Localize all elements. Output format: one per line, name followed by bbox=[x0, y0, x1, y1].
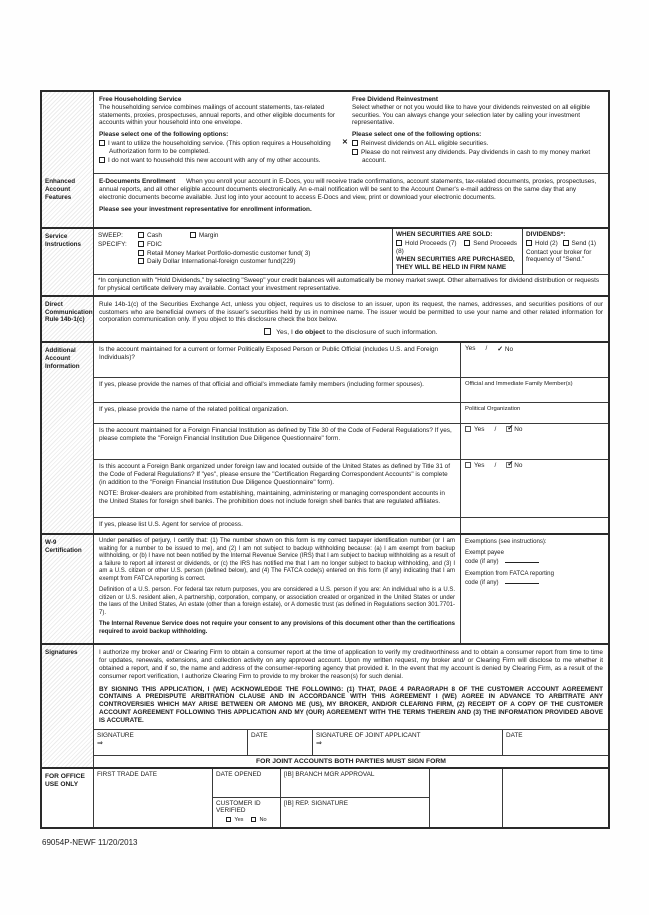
rep-signature-label: [IB] REP. SIGNATURE bbox=[284, 799, 349, 807]
direct-body: Rule 14b-1(c) of the Securities Exchange Act, unless you object, requires us to disclose to an issuer, upon its request, the names, addresses, and securities positions of our customers who are beneficial owners of the issuer's securities held by us in nominee name. The issuer would be permitted to use your name and other related information for corporation communication only. If you object to this disclosure check the box below. bbox=[99, 300, 603, 324]
section-label-signatures: Signatures bbox=[42, 645, 94, 766]
dividends-hold-checkbox[interactable] bbox=[526, 240, 532, 246]
signatures-paragraphs bbox=[94, 645, 608, 728]
dividend-title: Free Dividend Reinvestment bbox=[352, 96, 438, 103]
dividend-option1-label: Reinvest dividends on ALL eligible securities. bbox=[361, 140, 489, 148]
ffi-yes-option[interactable] bbox=[465, 426, 484, 433]
w9-paragraph-1: Under penalties of perjury, I certify that: (1) The number shown on this form is my correct taxpayer identification number (or I am waiting for a number to be issued to me), and (2) I am not subject to backup withholding because: (a) I am exempt from backup withholding, or (b) I have not been notified by the Internal Revenue Service (IRS) that I am subject to backup withholding as a result of a failure to report all interest or dividends, or (c) the IRS has notified me that I am no longer subject to backup withholding, and (3) I am a U.S. citizen or other U.S. person (defined below), and (4) The FATCA code(s) entered on this form (if any) indicating that I am exempt from FATCA reporting is correct. bbox=[99, 538, 455, 582]
slash-separator: / bbox=[494, 426, 497, 434]
fatca-line1: Exemption from FATCA reporting bbox=[465, 570, 554, 578]
table-row bbox=[94, 343, 608, 377]
section-direct-communication bbox=[42, 295, 608, 342]
edocs-paragraph bbox=[99, 178, 603, 201]
section-enhanced-account-features bbox=[42, 92, 608, 227]
dividends-panel bbox=[522, 229, 608, 274]
dividends-option-hold bbox=[526, 240, 558, 247]
w9-exemptions-panel bbox=[460, 535, 608, 643]
slash-separator: / bbox=[485, 345, 488, 353]
official-names-question: If yes, please provide the names of that official and official's immediate family members (including former spouses). bbox=[99, 381, 424, 389]
us-agent-question: If yes, please list U.S. Agent for service of process. bbox=[99, 521, 243, 529]
additional-content bbox=[94, 343, 608, 533]
householding-dividend-row bbox=[94, 92, 608, 173]
political-org-field[interactable] bbox=[460, 403, 608, 423]
customer-id-options bbox=[216, 817, 277, 823]
sweep-line bbox=[98, 232, 388, 240]
dividend-option2-label: Please do not reinvest any dividends. Pay dividends in cash to my money market account. bbox=[361, 148, 591, 164]
specify-spacer-2 bbox=[98, 258, 134, 266]
dividends-hold-label: Hold (2) bbox=[535, 239, 558, 247]
sweep-margin-checkbox[interactable] bbox=[190, 232, 196, 238]
label-spacer bbox=[45, 96, 91, 178]
office-blank-cell-1[interactable] bbox=[429, 769, 502, 827]
signatures-content bbox=[94, 645, 608, 766]
ffi-yes-label: Yes bbox=[474, 426, 485, 434]
table-row bbox=[94, 402, 608, 423]
section-label-w9: W-9 Certification bbox=[42, 535, 94, 643]
pep-no-label: No bbox=[504, 346, 514, 354]
official-names-field-label: Official and Immediate Family Member(s) bbox=[465, 381, 573, 388]
householding-block bbox=[94, 92, 347, 173]
section-label-office: FOR OFFICE USE ONLY bbox=[42, 769, 94, 827]
arrow-icon: ⇒ bbox=[97, 739, 103, 747]
dividends-title: DIVIDENDS*: bbox=[526, 231, 566, 238]
customer-id-label-line1: CUSTOMER ID bbox=[216, 799, 261, 807]
customer-id-yes-checkbox[interactable] bbox=[226, 817, 231, 822]
ffi-yes-checkbox[interactable] bbox=[465, 426, 471, 432]
sweep-label: SWEEP: bbox=[98, 232, 123, 239]
service-top-row bbox=[94, 229, 608, 274]
slash-separator: / bbox=[494, 462, 497, 470]
object-text-suffix: to the disclosure of such information. bbox=[325, 329, 438, 337]
service-content bbox=[94, 229, 608, 295]
fatca-code-field[interactable] bbox=[505, 578, 539, 584]
dividend-option-1 bbox=[352, 140, 603, 148]
section-label-service: Service Instructions bbox=[42, 229, 94, 295]
signatures-paragraph-1: I authorize my broker and/ or Clearing Firm to obtain a consumer report at the time of application to verify my creditworthiness and to obtain a consumer report from time to time for updates, renewals, extensions, and collection activity on any approved account. Upon my written request, my broker and/ or Clearing Firm will disclose to me whether it obtained a report, and if so, the name and address of the consumer-reporting agency that provided it. In the event that my account is denied by Clearing Firm, as a result of the consumer report verification, I authorize Clearing Firm to provide to my broker the reason(s) for such denial. bbox=[99, 649, 603, 680]
specify-spacer-1 bbox=[98, 250, 134, 258]
date-opened-field[interactable] bbox=[213, 769, 280, 797]
sweep-cash-label: Cash bbox=[147, 232, 162, 239]
ffi-answer bbox=[460, 424, 608, 459]
pep-yes-label: Yes bbox=[465, 345, 476, 353]
section-office-use bbox=[42, 767, 608, 827]
form-number: 69054P-NEWF 11/20/2013 bbox=[42, 838, 138, 847]
ib-column bbox=[280, 769, 429, 827]
specify-option-fdic bbox=[138, 241, 162, 249]
object-line bbox=[99, 328, 603, 337]
edocs-title-gap bbox=[175, 178, 186, 185]
dividends-send-checkbox[interactable] bbox=[563, 240, 569, 246]
enhanced-content bbox=[94, 92, 608, 227]
ffi-question: Is the account maintained for a Foreign Financial Institution as defined by Title 30 of the Code of Federal Regulations? If yes, please complete the "Foreign Financial Institution Due Diligence Questionnaire" form. bbox=[99, 427, 452, 443]
dividends-send-label: Send (1) bbox=[571, 239, 597, 247]
sweep-cash-checkbox[interactable] bbox=[138, 232, 144, 238]
section-signatures bbox=[42, 643, 608, 766]
dividends-note: Contact your broker for frequency of "Send." bbox=[526, 248, 592, 264]
householding-option2-checkbox[interactable] bbox=[99, 157, 105, 163]
check-icon: ✓ bbox=[497, 346, 504, 354]
section-label-enhanced bbox=[42, 92, 94, 227]
exempt-payee-line2 bbox=[465, 557, 604, 566]
exemptions-title: Exemptions (see instructions): bbox=[465, 538, 547, 546]
branch-mgr-approval-field[interactable] bbox=[281, 769, 429, 797]
householding-title: Free Householding Service bbox=[99, 96, 182, 103]
sold-options bbox=[396, 240, 519, 256]
sweep-option-cash bbox=[138, 232, 162, 240]
ffi-no-label: No bbox=[514, 426, 523, 434]
sweep-margin-label: Margin bbox=[198, 232, 219, 239]
specify-fdic-label: FDIC bbox=[147, 240, 162, 248]
dividend-block bbox=[347, 92, 608, 173]
pep-question: Is the account maintained for a current or former Politically Exposed Person or Public Official (includes U.S. and Foreign Individuals)? bbox=[99, 346, 439, 362]
exempt-payee-code-field[interactable] bbox=[505, 557, 539, 563]
specify-label: SPECIFY: bbox=[98, 240, 127, 248]
customer-id-no-label: No bbox=[259, 816, 267, 823]
specify-line-1 bbox=[98, 241, 388, 249]
foreign-bank-no-checkbox-checked[interactable] bbox=[506, 462, 512, 468]
specify-line-3 bbox=[98, 258, 388, 266]
foreign-bank-yes-option[interactable] bbox=[465, 462, 484, 469]
section-w9-certification bbox=[42, 533, 608, 643]
foreign-bank-yes-checkbox[interactable] bbox=[465, 462, 471, 468]
dividend-select-label: Please select one of the following options: bbox=[352, 131, 482, 139]
foreign-bank-question-text: Is this account a Foreign Bank organized under foreign law and located outside of the United States as defined by Title 31 of the Code of Federal Regulations? If "yes", please ensure the "Certification Regarding Correspondent Accounts" is complete (in addition to the "Foreign Financial Institution Due Diligence Questionnaire" form). bbox=[99, 463, 450, 487]
joint-date-field[interactable] bbox=[502, 730, 608, 755]
sold-option-hold bbox=[396, 240, 457, 247]
specify-option-daily bbox=[138, 258, 295, 266]
table-row bbox=[94, 423, 608, 459]
joint-date-label: DATE bbox=[506, 731, 523, 739]
joint-signature-field[interactable] bbox=[312, 730, 502, 755]
customer-id-no-option[interactable] bbox=[251, 817, 266, 823]
householding-option-1 bbox=[99, 140, 342, 156]
hold-proceeds-label: Hold Proceeds (7) bbox=[405, 239, 457, 247]
sold-title: WHEN SECURITIES ARE SOLD: bbox=[396, 231, 493, 238]
edocs-title: E-Documents Enrollment bbox=[99, 178, 176, 185]
specify-retail-checkbox[interactable] bbox=[138, 250, 144, 256]
new-account-form bbox=[40, 90, 610, 829]
send-proceeds-label: Send Proceeds (8) bbox=[396, 239, 517, 255]
first-trade-date-label: FIRST TRADE DATE bbox=[97, 770, 158, 778]
hold-proceeds-checkbox[interactable] bbox=[396, 240, 402, 246]
political-org-field-label: Political Organization bbox=[465, 406, 521, 413]
political-org-question: If yes, please provide the name of the related political organization. bbox=[99, 406, 289, 414]
date-label: DATE bbox=[251, 731, 268, 739]
edocs-note: Please see your investment representative for enrollment information. bbox=[99, 206, 312, 214]
foreign-bank-yes-label: Yes bbox=[474, 462, 485, 470]
joint-signature-label: SIGNATURE OF JOINT APPLICANT bbox=[316, 731, 421, 739]
object-text-bold: do object bbox=[294, 329, 326, 337]
direct-content bbox=[94, 297, 608, 342]
sweep-block bbox=[94, 229, 392, 274]
signatures-paragraph-2: BY SIGNING THIS APPLICATION, I (WE) ACKNOWLEDGE THE FOLLOWING: (1) THAT, PAGE 4 PARAGRAPH 8 OF THE CUSTOMER ACCOUNT AGREEMENT CONTAINS A PREDISPUTE ARBITRATION CLAUSE AND IN ACCORDANCE WITH THIS AGREEMENT I (WE) AGREE IN ADVANCE TO ARBITRATE ANY CONTROVERSIES WHICH MAY ARISE BETWEEN OR AMONG ME (US), MY BROKER, AND/OR CLEARING FIRM, (2) RECEIPT OF A COPY OF THE CUSTOMER ACCOUNT AGREEMENT FOLLOWING THIS APPLICATION AND MY (OUR) AGREEMENT WITH THE TERMS THEREIN AND (3) THE INFORMATION PROVIDED ABOVE IS ACCURATE. bbox=[99, 685, 603, 724]
section-additional-info bbox=[42, 341, 608, 533]
dividend-body: Select whether or not you would like to have your dividends reinvested on all eligible securities. You can always change your selection later by calling your investment representative. bbox=[352, 103, 591, 127]
fatca-code-label: code (if any) bbox=[465, 579, 499, 587]
specify-fdic-checkbox[interactable] bbox=[138, 241, 144, 247]
table-row bbox=[94, 459, 608, 517]
send-proceeds-checkbox[interactable] bbox=[464, 240, 470, 246]
exempt-payee-code-label: code (if any) bbox=[465, 558, 499, 566]
securities-sold-panel bbox=[392, 229, 522, 274]
householding-option2-label: I do not want to household this new account with any of my other accounts. bbox=[108, 156, 321, 164]
date-opened-column bbox=[212, 769, 280, 827]
edocs-block bbox=[94, 173, 608, 227]
foreign-bank-question bbox=[94, 460, 460, 517]
w9-paragraph-2: Definition of a U.S. person. For federal tax return purposes, you are considered a U.S. person if you are: An individual who is a U.S. citizen or U.S. resident alien, A partnership, corporation, company, or association created or organized in the United States or under the laws of the United States, An estate (other than a foreign estate), or A domestic trust (as defined in Regulations section 301.7701-7). bbox=[99, 587, 455, 616]
specify-retail-label: Retail Money Market Portfolio-domestic customer fund( 3) bbox=[147, 249, 311, 257]
branch-mgr-approval-label: [IB] BRANCH MGR APPROVAL bbox=[284, 770, 375, 778]
first-trade-date-field[interactable] bbox=[94, 769, 212, 827]
table-row bbox=[94, 517, 608, 533]
foreign-bank-note: NOTE: Broker-dealers are prohibited from establishing, maintaining, administering or managing correspondent accounts in the United States for foreign shell banks. The prohibition does not include foreign shell banks that are regulated affiliates. bbox=[99, 489, 445, 505]
foreign-bank-answer bbox=[460, 460, 608, 517]
specify-option-retail bbox=[138, 250, 310, 258]
joint-accounts-banner: FOR JOINT ACCOUNTS BOTH PARTIES MUST SIGN FORM bbox=[94, 755, 608, 767]
foreign-bank-no-label: No bbox=[514, 462, 523, 470]
specify-daily-checkbox[interactable] bbox=[138, 258, 144, 264]
fatca-line2 bbox=[465, 578, 604, 587]
w9-content bbox=[94, 535, 608, 643]
exempt-payee-line1: Exempt payee bbox=[465, 549, 504, 557]
date-opened-label: DATE OPENED bbox=[216, 770, 262, 778]
rep-signature-field[interactable] bbox=[281, 797, 429, 827]
specify-line-2 bbox=[98, 250, 388, 258]
us-agent-field[interactable] bbox=[460, 518, 608, 533]
w9-paragraph-3: The Internal Revenue Service does not require your consent to any provisions of this document other than the certifications required to avoid backup withholding. bbox=[99, 621, 455, 635]
householding-body: The householding service combines mailings of account statements, tax-related statements, proxies, prospectuses, annual reports, and other eligible documents for accounts within your household into one envelope. bbox=[99, 103, 335, 127]
object-checkbox[interactable] bbox=[264, 328, 271, 335]
customer-id-verified-field bbox=[213, 797, 280, 827]
section-label-direct: Direct Communication Rule 14b-1(c) bbox=[42, 297, 94, 342]
dividend-option1-checkbox-checked[interactable] bbox=[352, 140, 358, 146]
ffi-no-checkbox-checked[interactable] bbox=[506, 426, 512, 432]
official-names-field[interactable] bbox=[460, 378, 608, 402]
w9-text-block bbox=[94, 535, 460, 643]
householding-option-2 bbox=[99, 157, 342, 165]
signature-field[interactable] bbox=[94, 730, 247, 755]
dividend-option2-checkbox[interactable] bbox=[352, 149, 358, 155]
foreign-bank-no-option[interactable] bbox=[506, 462, 522, 469]
pep-yes-option[interactable] bbox=[465, 345, 475, 352]
pep-answer bbox=[460, 343, 608, 377]
purchased-note: WHEN SECURITIES ARE PURCHASED, THEY WILL BE HELD IN FIRM NAME bbox=[396, 256, 515, 272]
date-field[interactable] bbox=[247, 730, 312, 755]
customer-id-yes-label: Yes bbox=[234, 816, 244, 823]
sweep-option-margin bbox=[190, 232, 219, 240]
householding-option1-label: I want to utilize the householding service. (This option requires a Householding Authorization form to be completed. bbox=[108, 140, 331, 155]
customer-id-label-line2: VERIFIED bbox=[216, 806, 246, 814]
householding-select-label: Please select one of the following options: bbox=[99, 131, 229, 139]
office-blank-cell-2[interactable] bbox=[502, 769, 608, 827]
office-table bbox=[94, 769, 608, 827]
dividends-option-send bbox=[563, 240, 597, 247]
pep-no-option[interactable] bbox=[497, 345, 513, 353]
signature-label: SIGNATURE bbox=[97, 731, 134, 739]
arrow-icon: ⇒ bbox=[316, 739, 322, 747]
section-label-text: Enhanced Account Features bbox=[45, 178, 76, 201]
section-label-additional: Additional Account Information bbox=[42, 343, 94, 533]
dividends-options bbox=[526, 240, 605, 248]
signature-table bbox=[94, 729, 608, 755]
specify-daily-label: Daily Dollar International-foreign customer fund(229) bbox=[147, 258, 296, 266]
customer-id-yes-option[interactable] bbox=[226, 817, 243, 823]
edocs-body: When you enroll your account in E-Docs, you will receive trade confirmations, account statements, tax-related documents, proxies, prospectuses, annual reports, and all other eligible account documents electronically. An e-mail notification will be sent to the Account Owner's e-mail address on the same day that any electronic documents become available. Just log into your account to access E-Docs and view, print or download your electronic documents. bbox=[99, 178, 597, 201]
table-row bbox=[94, 377, 608, 402]
customer-id-no-checkbox[interactable] bbox=[251, 817, 256, 822]
section-service-instructions bbox=[42, 227, 608, 295]
dividend-option-2 bbox=[352, 149, 603, 165]
object-text-prefix: Yes, I bbox=[276, 329, 295, 337]
service-footnote: *In conjunction with "Hold Dividends," by selecting "Sweep" your credit balances will automatically be money market swept. Other alternatives for dividend distribution or requests for physical certificate delivery may available. Contact your investment representative. bbox=[94, 274, 608, 295]
ffi-no-option[interactable] bbox=[506, 426, 522, 433]
householding-option1-checkbox[interactable] bbox=[99, 140, 105, 146]
